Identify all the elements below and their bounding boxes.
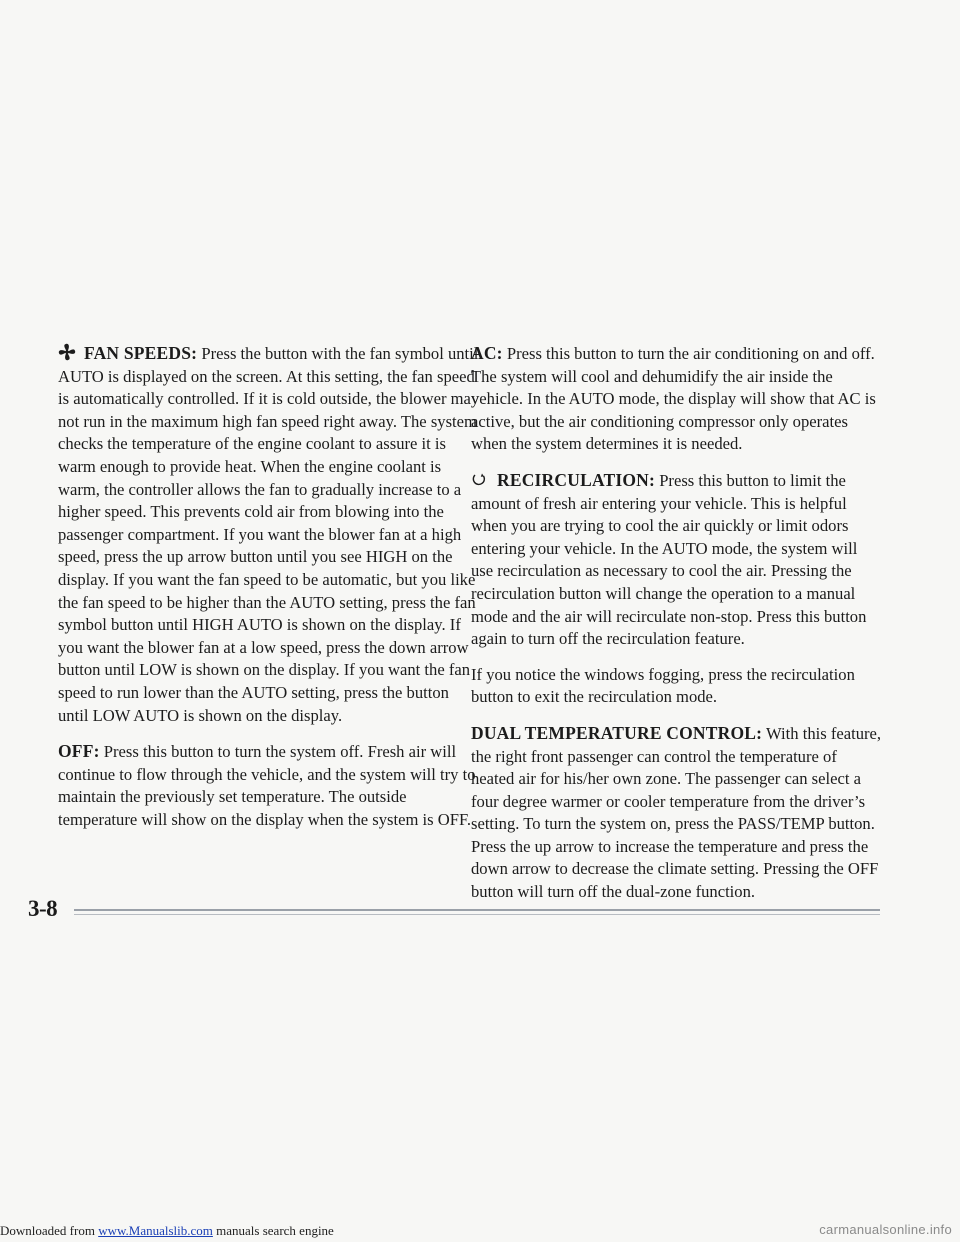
fan-speeds-heading: FAN SPEEDS: bbox=[84, 343, 198, 363]
page-footer bbox=[28, 896, 880, 926]
ac-paragraph bbox=[471, 342, 883, 456]
off-paragraph bbox=[58, 740, 483, 831]
right-column bbox=[471, 342, 883, 917]
left-column bbox=[58, 342, 483, 844]
page-number: 3-8 bbox=[28, 896, 58, 921]
dual-temperature-body: With this feature, the right front passenger can control the temperature of heated air for his/her own zone. The passenger can select a four degree warmer or cooler temperature from the driver’s setting. To turn the system on, press the PASS/TEMP button. Press the up arrow to increase the temperature and press the down arrow to decrease the climate setting. Pressing the OFF button will turn off the dual-zone function. bbox=[471, 723, 882, 902]
off-heading: OFF: bbox=[58, 741, 100, 762]
footer-rule bbox=[74, 909, 880, 911]
fan-icon bbox=[58, 343, 76, 361]
ac-heading: AC: bbox=[471, 343, 503, 363]
recirculation-icon bbox=[471, 471, 487, 487]
download-suffix: manuals search engine bbox=[216, 1223, 334, 1238]
recirculation-paragraph bbox=[471, 469, 883, 651]
download-credit bbox=[0, 1223, 334, 1239]
dual-temperature-heading: DUAL TEMPERATURE CONTROL: bbox=[471, 722, 763, 743]
fan-speeds-body: Press the button with the fan symbol until AUTO is displayed on the screen. At this setting, the fan speed is automatically controlled. If it is cold outside, the blower may not run in the maximum high fan speed right away. The system checks the temperature of the engine coolant to assure it is warm enough to provide heat. When the engine coolant is warm, the controller allows the fan to gradually increase to a higher speed. This prevents cold air from blowing into the passenger compartment. If you want the blower fan at a high speed, press the up arrow button until you see HIGH on the display. If you want the fan speed to be automatic, but you like the fan speed to be higher than the AUTO setting, press the fan symbol button until HIGH AUTO is shown on the display. If you want the blower fan at a low speed, press the down arrow button until LOW is shown on the display. If you want the fan speed to run lower than the AUTO setting, press the button until LOW AUTO is shown on the display. bbox=[58, 344, 480, 725]
fan-speeds-paragraph bbox=[58, 342, 483, 727]
fogging-paragraph: If you notice the windows fogging, press the recirculation button to exit the recirculation mode. bbox=[471, 664, 855, 707]
download-prefix: Downloaded from bbox=[0, 1223, 95, 1238]
off-body: Press this button to turn the system off. Fresh air will continue to flow through the vehicle, and the system will try to maintain the previously set temperature. The outside temperature will show on the display when the system is OFF. bbox=[58, 742, 476, 829]
watermark: carmanualsonline.info bbox=[819, 1222, 952, 1237]
footer-rule-secondary bbox=[74, 914, 880, 915]
ac-body: Press this button to turn the air conditioning on and off. The system will cool and dehumidify the air inside the vehicle. In the AUTO mode, the display will show that AC is active, but the air conditioning compressor only operates when the system determines it is needed. bbox=[471, 344, 876, 454]
recirculation-heading: RECIRCULATION: bbox=[497, 469, 656, 490]
dual-temperature-paragraph bbox=[471, 722, 883, 904]
recirculation-body: Press this button to limit the amount of fresh air entering your vehicle. This is helpful when you are trying to cool the air quickly or limit odors entering your vehicle. In the AUTO mode, the system will use recirculation as necessary to cool the air. Pressing the recirculation button will change the operation to a manual mode and the air will recirculate non-stop. Press this button again to turn off the recirculation feature. bbox=[471, 470, 867, 649]
manualslib-link[interactable]: www.Manualslib.com bbox=[98, 1223, 213, 1238]
